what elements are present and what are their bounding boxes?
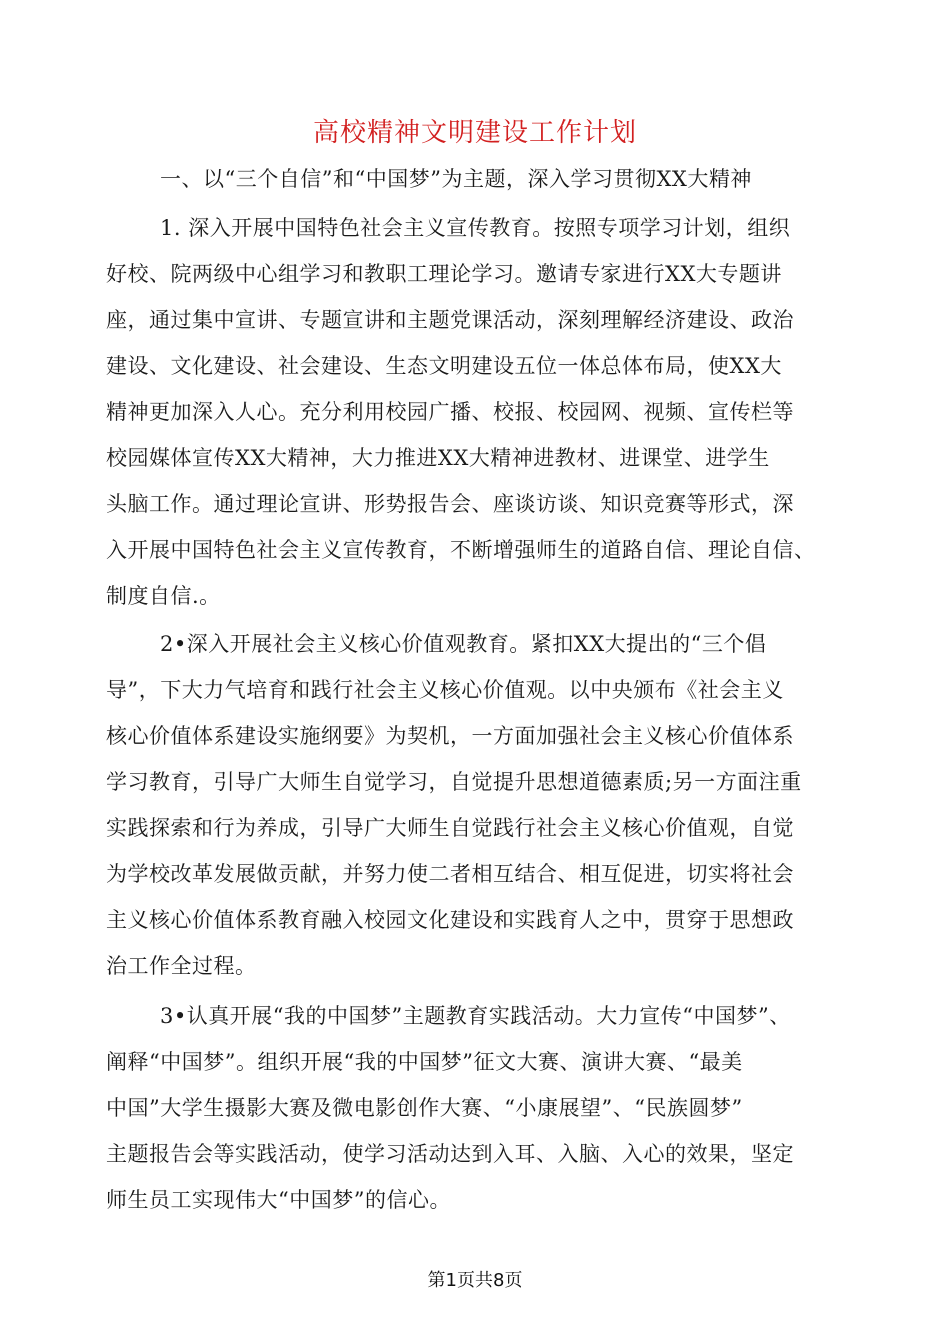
paragraph-line: 精神更加深入人心。充分利用校园广播、校报、校园网、视频、宣传栏等 (106, 400, 794, 424)
paragraph-line: 座，通过集中宣讲、专题宣讲和主题党课活动，深刻理解经济建设、政治 (106, 308, 794, 332)
paragraph-line: 主题报告会等实践活动，使学习活动达到入耳、入脑、入心的效果，坚定 (106, 1142, 794, 1166)
paragraph-line: 治工作全过程。 (106, 954, 257, 978)
page-number-footer: 第1页共8页 (427, 1270, 523, 1291)
paragraph-line: 1. 深入开展中国特色社会主义宣传教育。按照专项学习计划，组织 (160, 216, 791, 240)
section-heading: 一、以“三个自信”和“中国梦”为主题，深入学习贯彻XX大精神 (160, 167, 752, 191)
paragraph-line: 2•深入开展社会主义核心价值观教育。紧扣XX大提出的“三个倡 (160, 632, 767, 656)
paragraph-line: 3•认真开展“我的中国梦”主题教育实践活动。大力宣传“中国梦”、 (160, 1004, 791, 1028)
paragraph-line: 主义核心价值体系教育融入校园文化建设和实践育人之中，贯穿于思想政 (106, 908, 794, 932)
paragraph-line: 导”，下大力气培育和践行社会主义核心价值观。以中央颁布《社会主义 (106, 678, 784, 702)
paragraph-line: 实践探索和行为养成，引导广大师生自觉践行社会主义核心价值观，自觉 (106, 816, 794, 840)
paragraph-line: 好校、院两级中心组学习和教职工理论学习。邀请专家进行XX大专题讲 (106, 262, 782, 286)
paragraph-line: 校园媒体宣传XX大精神，大力推进XX大精神进教材、进课堂、进学生 (106, 446, 770, 470)
paragraph-line: 建设、文化建设、社会建设、生态文明建设五位一体总体布局，使XX大 (106, 354, 782, 378)
paragraph-line: 头脑工作。通过理论宣讲、形势报告会、座谈访谈、知识竞赛等形式，深 (106, 492, 794, 516)
paragraph-line: 阐释“中国梦”。组织开展“我的中国梦”征文大赛、演讲大赛、“最美 (106, 1050, 743, 1074)
paragraph-line: 学习教育，引导广大师生自觉学习，自觉提升思想道德素质;另一方面注重 (106, 770, 802, 794)
document-title: 高校精神文明建设工作计划 (312, 118, 637, 148)
paragraph-line: 核心价值体系建设实施纲要》为契机，一方面加强社会主义核心价值体系 (106, 724, 794, 748)
paragraph-line: 师生员工实现伟大“中国梦”的信心。 (106, 1188, 451, 1212)
paragraph-line: 入开展中国特色社会主义宣传教育，不断增强师生的道路自信、理论自信、 (106, 538, 816, 562)
paragraph-line: 为学校改革发展做贡献，并努力使二者相互结合、相互促进，切实将社会 (106, 862, 794, 886)
paragraph-line: 制度自信.。 (106, 584, 221, 608)
paragraph-line: 中国”大学生摄影大赛及微电影创作大赛、“小康展望”、“民族圆梦” (106, 1096, 743, 1120)
